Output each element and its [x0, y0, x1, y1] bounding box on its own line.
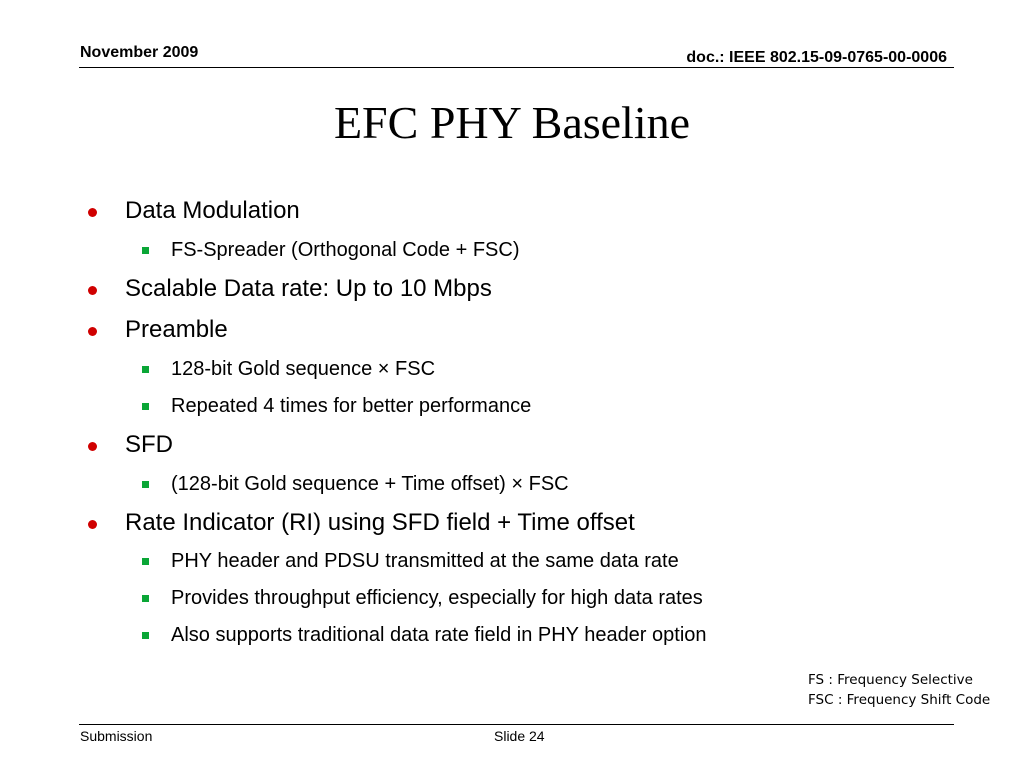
- bullet-level2: [138, 548, 679, 574]
- header-doc-id: doc.: IEEE 802.15-09-0765-00-0006: [686, 49, 947, 66]
- bullet-text: 128-bit Gold sequence × FSC: [171, 358, 436, 380]
- bullet-level1: [88, 430, 173, 460]
- abbreviation-note: [808, 670, 990, 710]
- square-bullet-icon: [142, 403, 149, 410]
- header-date: November 2009: [80, 44, 199, 61]
- square-bullet-icon: [142, 366, 149, 373]
- square-bullet-icon: [142, 247, 149, 254]
- bullet-level2: [138, 585, 703, 611]
- bullet-level1: [88, 508, 635, 538]
- bullet-text: Provides throughput efficiency, especially for high data rates: [171, 587, 703, 609]
- bullet-text: Repeated 4 times for better performance: [171, 395, 532, 417]
- round-bullet-icon: [88, 208, 97, 217]
- bullet-level2: [138, 393, 531, 419]
- square-bullet-icon: [142, 481, 149, 488]
- bullet-text: Also supports traditional data rate field in PHY header option: [171, 624, 707, 646]
- bullet-level2: [138, 622, 707, 648]
- bullet-text: Scalable Data rate: Up to 10 Mbps: [125, 275, 492, 302]
- note-line-fs: FS : Frequency Selective: [808, 672, 973, 688]
- bullet-level2: [138, 237, 520, 263]
- bullet-text: (128-bit Gold sequence + Time offset) × FSC: [171, 473, 569, 495]
- bullet-level1: [88, 196, 300, 226]
- round-bullet-icon: [88, 520, 97, 529]
- footer-rule: [79, 724, 954, 725]
- footer-submission: Submission: [80, 728, 153, 744]
- bullet-level1: [88, 274, 492, 304]
- square-bullet-icon: [142, 595, 149, 602]
- square-bullet-icon: [142, 632, 149, 639]
- bullet-level2: [138, 471, 569, 497]
- bullet-text: Data Modulation: [125, 197, 300, 224]
- bullet-text: Preamble: [125, 316, 228, 343]
- round-bullet-icon: [88, 286, 97, 295]
- round-bullet-icon: [88, 442, 97, 451]
- bullet-text: SFD: [125, 431, 173, 458]
- header-rule: [79, 67, 954, 68]
- note-line-fsc: FSC : Frequency Shift Code: [808, 692, 991, 708]
- round-bullet-icon: [88, 327, 97, 336]
- bullet-text: FS-Spreader (Orthogonal Code + FSC): [171, 239, 520, 261]
- square-bullet-icon: [142, 558, 149, 565]
- bullet-level2: [138, 356, 435, 382]
- bullet-text: Rate Indicator (RI) using SFD field + Time offset: [125, 509, 635, 536]
- slide-title: EFC PHY Baseline: [333, 97, 691, 148]
- bullet-text: PHY header and PDSU transmitted at the same data rate: [171, 550, 679, 572]
- bullet-level1: [88, 315, 228, 345]
- footer-slide-number: Slide 24: [494, 728, 545, 744]
